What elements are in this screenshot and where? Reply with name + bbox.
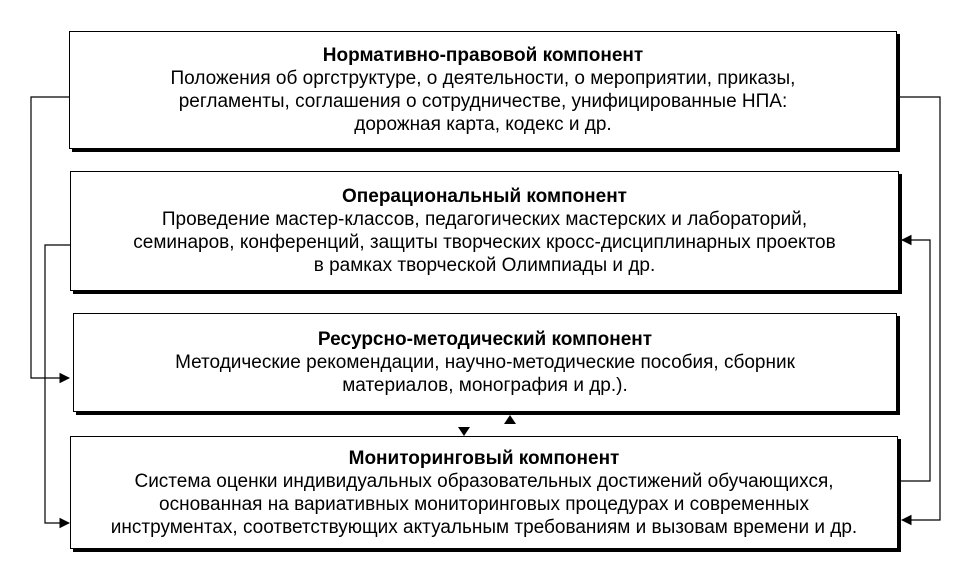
component-line: в рамках творческой Олимпиады и др. [313, 255, 656, 276]
resource-methodical-component-box [73, 313, 897, 412]
arrow-normative-to-monitoring [897, 97, 940, 520]
component-line: Система оценки индивидуальных образовательных достижений обучающихся, [134, 470, 834, 492]
arrow-normative-to-resource [31, 97, 69, 378]
component-line: семинаров, конференций, защиты творческих кросс-дисциплинарных проектов [133, 232, 836, 253]
normative-legal-component-box [69, 31, 897, 149]
arrow-resource-to-monitoring [458, 427, 470, 436]
component-line: инструментах, соответствующих актуальным требованиям и вызовам времени и др. [110, 516, 858, 538]
component-title: Мониторинговый компонент [348, 447, 620, 469]
arrow-monitoring-to-resource [504, 415, 516, 424]
component-line: Методические рекомендации, научно-методические пособия, сборник [175, 352, 795, 373]
operational-component-box [70, 171, 899, 291]
component-line: дорожная карта, кодекс и др. [354, 114, 612, 135]
component-line: основанная на вариативных мониторинговых процедурах и современных [159, 493, 809, 515]
arrow-operational-to-monitoring [45, 245, 70, 523]
monitoring-component-box [70, 436, 898, 549]
component-line: Положения об оргструктуре, о деятельности, о мероприятии, приказы, [170, 68, 796, 89]
component-line: регламенты, соглашения о сотрудничестве, унифицированные НПА: [178, 91, 788, 112]
component-line: Проведение мастер-классов, педагогических мастерских и лабораторий, [161, 209, 808, 230]
component-title: Ресурсно-методический компонент [317, 329, 653, 350]
component-title: Операциональный компонент [342, 186, 627, 207]
component-line: материалов, монография и др.). [342, 375, 628, 396]
arrow-monitoring-to-operational [898, 240, 930, 481]
component-title: Нормативно-правовой компонент [322, 45, 644, 66]
